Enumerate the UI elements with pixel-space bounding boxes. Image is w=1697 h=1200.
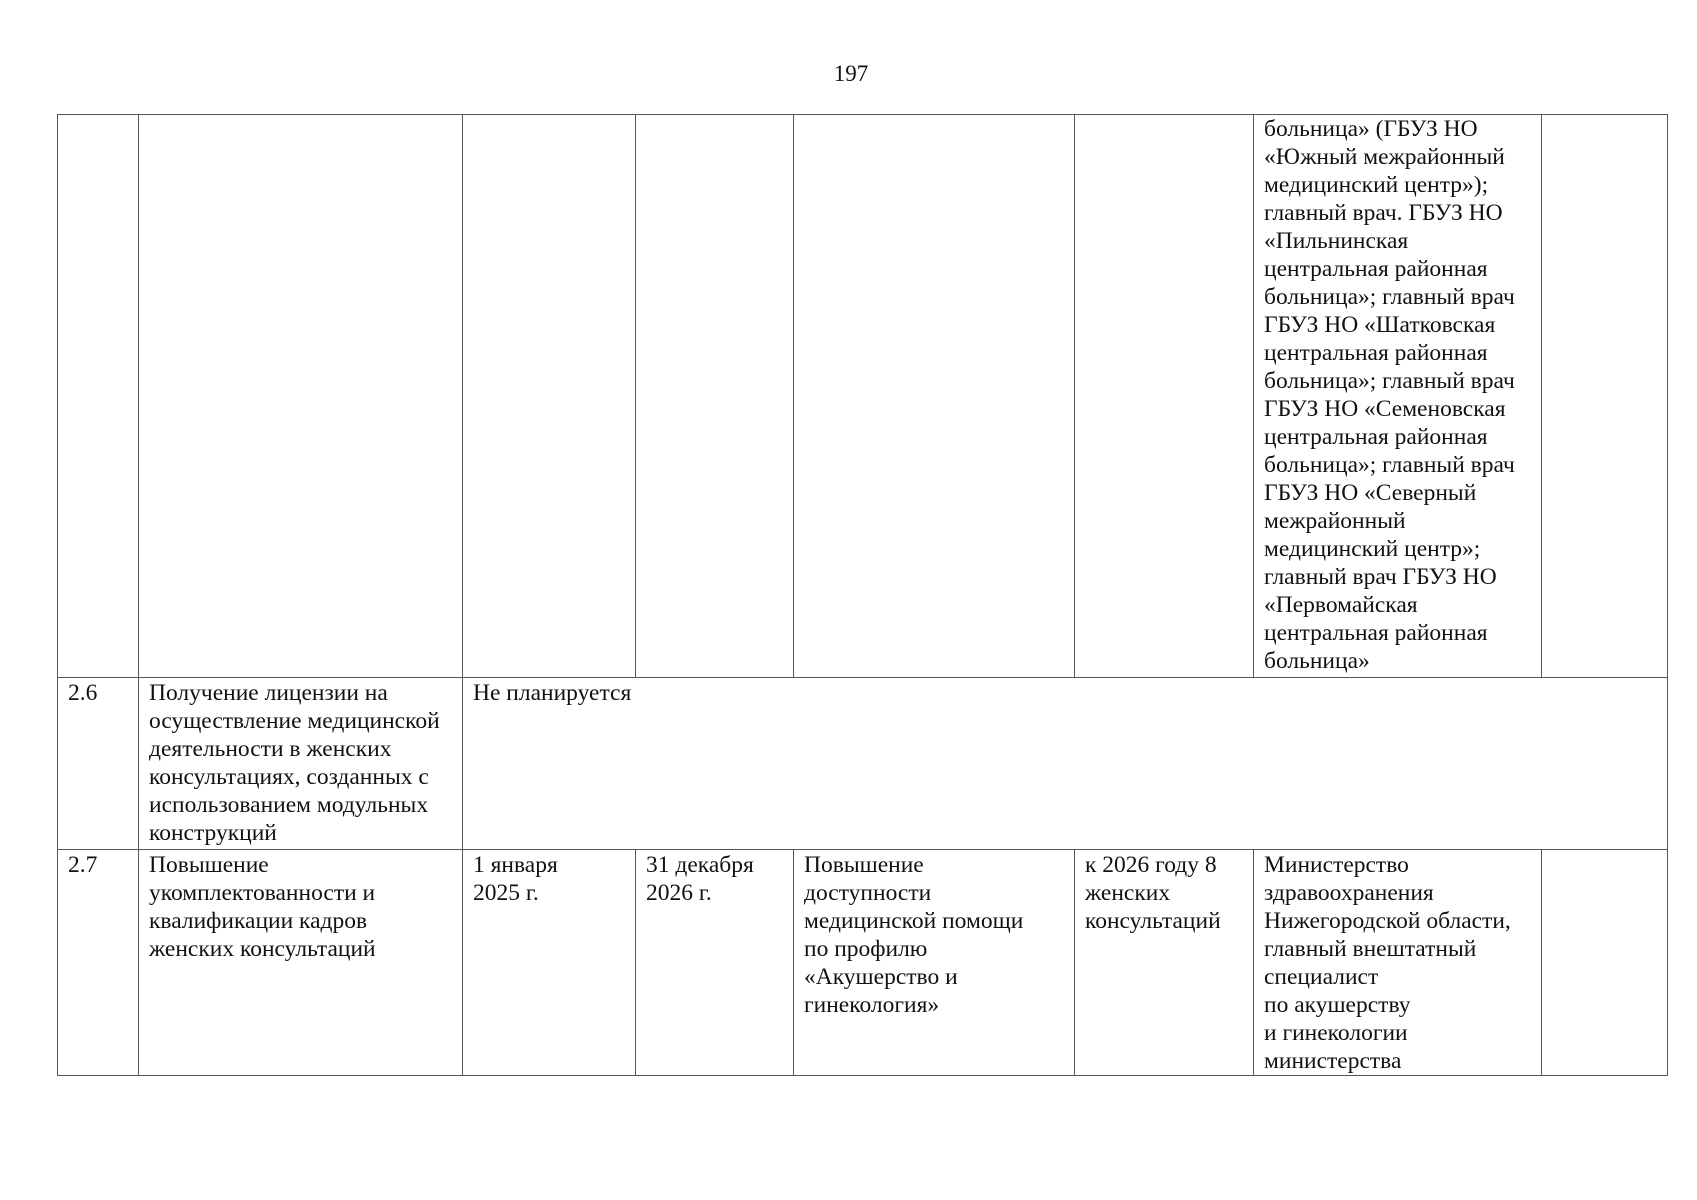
cell-number: 2.7 — [58, 850, 139, 1076]
cell-indicator: к 2026 году 8 женских консультаций — [1075, 850, 1254, 1076]
cell-indicator — [1075, 115, 1254, 678]
cell-note — [1542, 115, 1668, 678]
cell-start-date — [463, 115, 636, 678]
cell-event: Повышение укомплектованности и квалификации кадров женских консультаций — [139, 850, 463, 1076]
cell-event: Получение лицензии на осуществление медицинской деятельности в женских консультациях, созданных с использованием модульных конструкций — [139, 678, 463, 850]
cell-result — [794, 115, 1075, 678]
measures-table — [57, 114, 1668, 1076]
cell-end-date: 31 декабря 2026 г. — [636, 850, 794, 1076]
cell-start-date: 1 января 2025 г. — [463, 850, 636, 1076]
cell-status-not-planned: Не планируется — [463, 678, 1668, 850]
cell-number: 2.6 — [58, 678, 139, 850]
cell-result: Повышение доступности медицинской помощи по профилю «Акушерство и гинекология» — [794, 850, 1075, 1076]
cell-responsible: Министерство здравоохранения Нижегородской области, главный внештатный специалист по акушерству и гинекологии министерства — [1254, 850, 1542, 1076]
cell-end-date — [636, 115, 794, 678]
cell-event — [139, 115, 463, 678]
table-row-continuation — [58, 115, 1668, 678]
cell-responsible: больница» (ГБУЗ НО «Южный межрайонный медицинский центр»); главный врач. ГБУЗ НО «Пильнинская центральная районная больница»; главный врач ГБУЗ НО «Шатковская центральная районная больница»; главный врач ГБУЗ НО «Семеновская центральная районная больница»; главный врач ГБУЗ НО «Северный межрайонный медицинский центр»; главный врач ГБУЗ НО «Первомайская центральная районная больница» — [1254, 115, 1542, 678]
cell-note — [1542, 850, 1668, 1076]
page-number: 197 — [833, 61, 869, 86]
table-row-2-7 — [58, 850, 1668, 1076]
table-row-2-6 — [58, 678, 1668, 850]
cell-number — [58, 115, 139, 678]
